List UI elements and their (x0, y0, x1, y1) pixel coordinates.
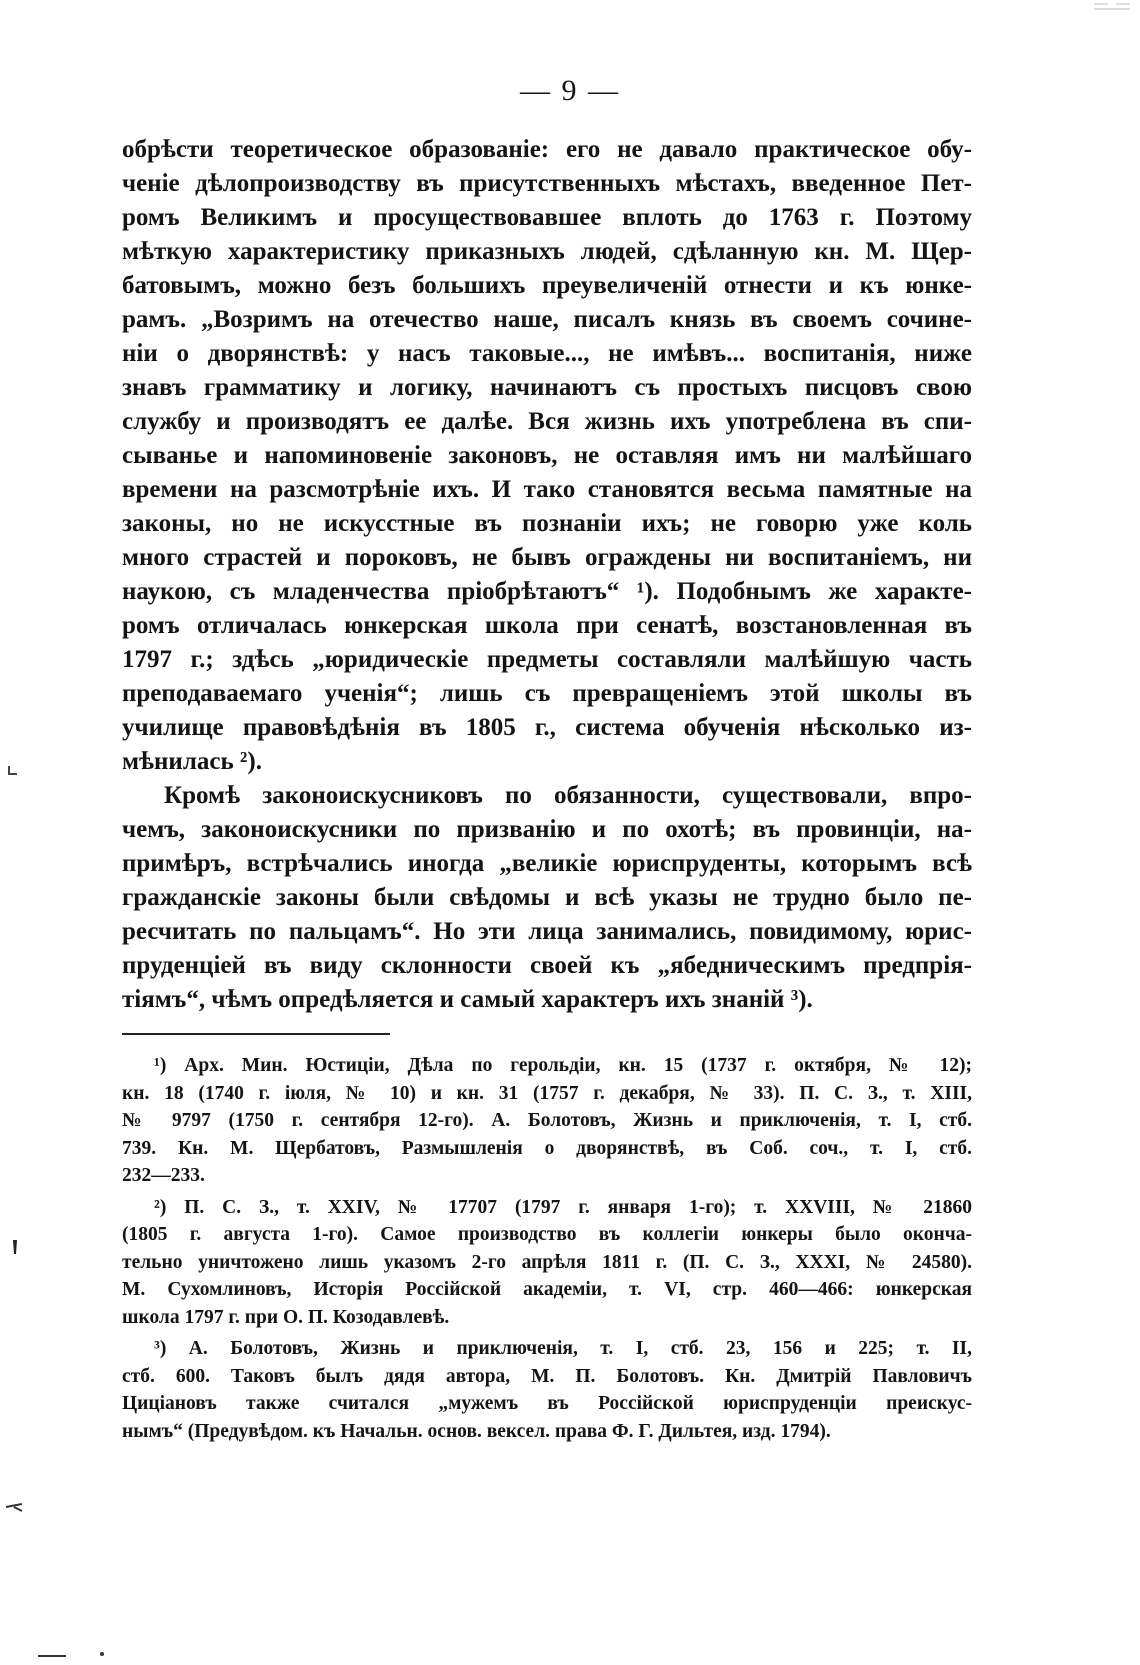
text-line: гражданскіе законы были свѣдомы и всѣ указы не трудно было пе- (122, 884, 972, 911)
footnote-line: Циціановъ также считался „мужемъ въ Россійской юриспруденціи преискус- (122, 1393, 972, 1414)
footnote-line: стб. 600. Таковъ былъ дядя автора, М. П. Болотовъ. Кн. Дмитрій Павловичъ (122, 1365, 972, 1387)
text-line: 1797 г.; здѣсь „юридическіе предметы составляли малѣйшую часть (122, 646, 972, 673)
text-line: службу и производятъ ее далѣе. Вся жизнь ихъ употреблена въ спи- (122, 408, 972, 435)
text-line: рамъ. „Возримъ на отечество наше, писалъ князь въ своемъ сочине- (122, 306, 972, 333)
text-line: чемъ, законоискусники по призванію и по охотѣ; въ провинціи, на- (122, 816, 972, 843)
footnote-line: ¹) Арх. Мин. Юстиціи, Дѣла по герольдіи, кн. 15 (1737 г. октября, № 12); (154, 1055, 972, 1076)
footnote-line: ³) А. Болотовъ, Жизнь и приключенія, т. I, стб. 23, 156 и 225; т. II, (154, 1338, 972, 1359)
text-line: ченіе дѣлопроизводству въ присутственныхъ мѣстахъ, введенное Пет- (122, 170, 972, 197)
text-line: наукою, съ младенчества пріобрѣтаютъ“ ¹). Подобнымъ же характе- (122, 578, 972, 605)
text-line: преподаваемаго ученія“; лишь съ превращеніемъ этой школы въ (122, 680, 972, 707)
footnote-line: кн. 18 (1740 г. іюля, № 10) и кн. 31 (1757 г. декабря, № 33). П. С. З., т. XIII, (122, 1082, 972, 1104)
main-text (122, 133, 972, 1017)
page-number: — 9 — (520, 74, 620, 107)
text-line: обрѣсти теоретическое образованіе: его не давало практическое обу- (122, 136, 972, 163)
text-line: пруденціей въ виду склонности своей къ „ябедническимъ предпрія- (122, 952, 972, 979)
scan-speck-icon (6, 764, 20, 778)
text-line: законы, но не искусстные въ познаніи ихъ; не говорю уже коль (122, 510, 972, 537)
footnote-line: школа 1797 г. при О. П. Козодавлевѣ. (122, 1306, 450, 1328)
text-line: училище правовѣдѣнія въ 1805 г., система обученія нѣсколько из- (122, 714, 972, 741)
scan-speck-icon (4, 1500, 26, 1514)
text-line: примѣръ, встрѣчались иногда „великіе юриспруденты, которымъ всѣ (122, 850, 972, 877)
scan-speck-icon (36, 1648, 76, 1660)
footnote-divider (122, 1033, 390, 1035)
scan-speck-icon (96, 1648, 108, 1660)
footnotes (122, 1052, 972, 1445)
footnote-line: нымъ“ (Предувѣдом. къ Начальн. основ. вексел. права Ф. Г. Дильтея, изд. 1794). (122, 1420, 831, 1442)
text-line: времени на разсмотрѣніе ихъ. И тако становятся весьма памятные на (122, 476, 972, 503)
text-line: ромъ Великимъ и просуществовавшее вплоть до 1763 г. Поэтому (122, 204, 972, 231)
text-line: тіямъ“, чѣмъ опредѣляется и самый характеръ ихъ знаній ³). (122, 986, 813, 1013)
text-line: мѣткую характеристику приказныхъ людей, сдѣланную кн. М. Щер- (122, 238, 972, 265)
text-line: ніи о дворянствѣ: у насъ таковые..., не имѣвъ... воспитанія, ниже (122, 340, 972, 367)
footnote-line: 739. Кн. М. Щербатовъ, Размышленія о дворянствѣ, въ Соб. соч., т. I, стб. (122, 1137, 972, 1159)
footnote-line: № 9797 (1750 г. сентября 12-го). А. Болотовъ, Жизнь и приключенія, т. I, стб. (122, 1110, 972, 1131)
text-line: ресчитать по пальцамъ“. Но эти лица занимались, повидимому, юрис- (122, 918, 972, 945)
text-line: мѣнилась ²). (122, 748, 263, 775)
text-line: знавъ грамматику и логику, начинаютъ съ простыхъ писцовъ свою (122, 374, 972, 401)
text-line: ромъ отличалась юнкерская школа при сенатѣ, возстановленная въ (122, 612, 972, 639)
footnote-line: М. Сухомлиновъ, Исторія Россійской академіи, т. VI, стр. 460—466: юнкерская (122, 1279, 972, 1300)
footnote-line: ²) П. С. З., т. XXIV, № 17707 (1797 г. января 1-го); т. XXVIII, № 21860 (154, 1196, 972, 1218)
scan-speck-icon (1090, 0, 1140, 12)
footnote-line: 232—233. (122, 1165, 205, 1186)
text-line: сыванье и напоминовеніе законовъ, не оставляя имъ ни малѣйшаго (122, 442, 972, 469)
footnote-line: тельно уничтожено лишь указомъ 2-го апрѣля 1811 г. (П. С. З., XXXI, № 24580). (122, 1251, 972, 1273)
footnote-line: (1805 г. августа 1-го). Самое производство въ коллегіи юнкеры было оконча- (122, 1224, 972, 1245)
text-line: много страстей и пороковъ, не бывъ ограждены ни воспитаніемъ, ни (122, 544, 972, 571)
text-line: батовымъ, можно безъ большихъ преувеличеній отнести и къ юнке- (122, 272, 972, 299)
scan-speck-icon (10, 1238, 20, 1258)
text-line: Кромѣ законоискусниковъ по обязанности, существовали, впро- (164, 782, 972, 809)
